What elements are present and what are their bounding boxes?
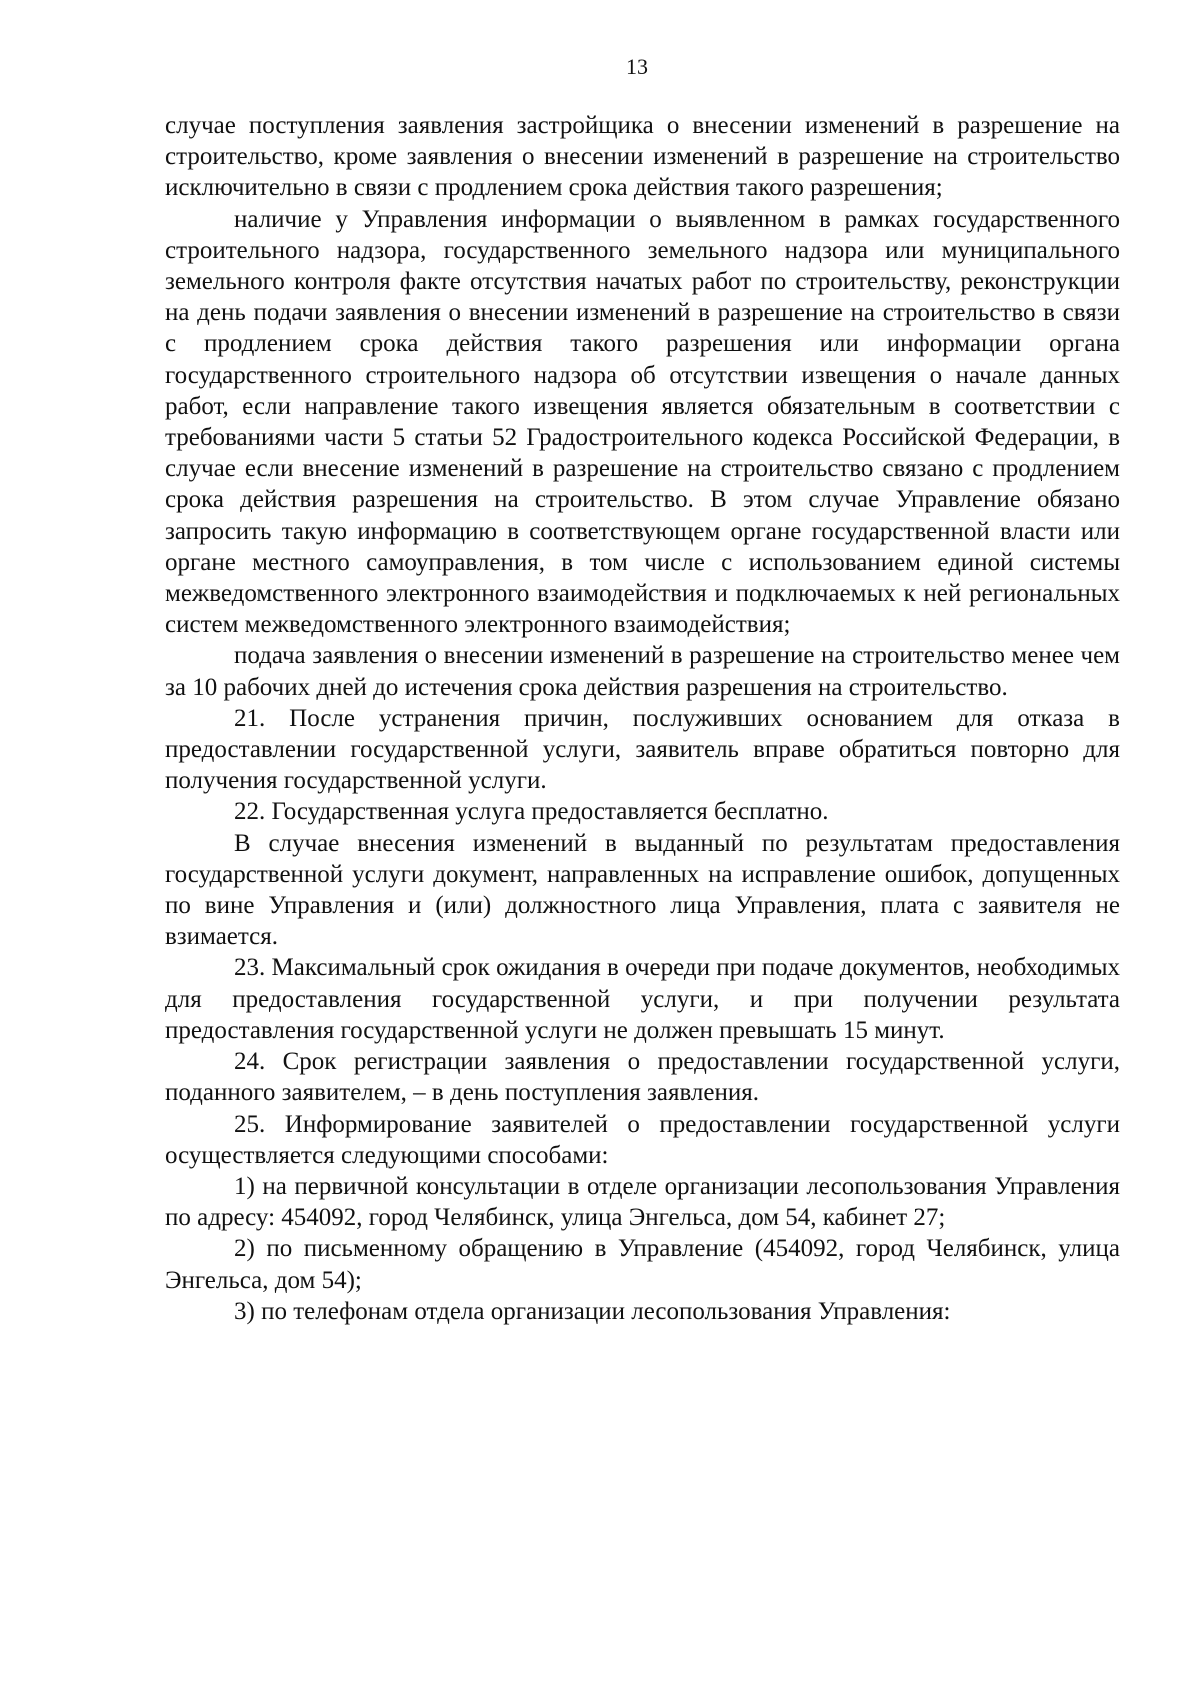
paragraph: 2) по письменному обращению в Управление (454092, город Челябинск, улица Энгельса, дом 54); (165, 1235, 1120, 1294)
paragraph: В случае внесения изменений в выданный по результатам предоставления государственной услуги документ, направленных на исправление ошибок, допущенных по вине Управления и (или) должностного лица Управления, плата с заявителя не взимается. (165, 829, 1120, 951)
paragraph: наличие у Управления информации о выявленном в рамках государственного строительного надзора, государственного земельного надзора или муниципального земельного контроля факте отсутствия начатых работ по строительству, реконструкции на день подачи заявления о внесении изменений в разрешение на строительство в связи с продлением срока действия такого разрешения или информации органа государственного строительного надзора об отсутствии извещения о начале данных работ, если направление такого извещения является обязательным в соответствии с требованиями части 5 статьи 52 Градостроительного кодекса Российской Федерации, в случае если внесение изменений в разрешение на строительство связано с продлением срока действия разрешения на строительство. В этом случае Управление обязано запросить такую информацию в соответствующем органе государственной власти или органе местного самоуправления, в том числе с использованием единой системы межведомственного электронного взаимодействия и подключаемых к ней региональных систем межведомственного электронного взаимодействия; (165, 205, 1120, 639)
document-body (165, 110, 1120, 1327)
paragraph: подача заявления о внесении изменений в разрешение на строительство менее чем за 10 рабочих дней до истечения срока действия разрешения на строительство. (165, 642, 1120, 701)
paragraph: 22. Государственная услуга предоставляется бесплатно. (234, 798, 829, 826)
paragraph: 1) на первичной консультации в отделе организации лесопользования Управления по адресу: 454092, город Челябинск, улица Энгельса, дом 54, кабинет 27; (165, 1172, 1120, 1232)
page-number: 13 (626, 54, 648, 79)
paragraph: случае поступления заявления застройщика о внесении изменений в разрешение на строительство, кроме заявления о внесении изменений в разрешение на строительство исключительно в связи с продлением срока действия такого разрешения; (165, 112, 1120, 202)
paragraph: 21. После устранения причин, послуживших основанием для отказа в предоставлении государственной услуги, заявитель вправе обратиться повторно для получения государственной услуги. (165, 704, 1120, 795)
paragraph: 25. Информирование заявителей о предоставлении государственной услуги осуществляется следующими способами: (165, 1110, 1120, 1169)
paragraph: 24. Срок регистрации заявления о предоставлении государственной услуги, поданного заявителем, – в день поступления заявления. (165, 1048, 1120, 1107)
paragraph: 23. Максимальный срок ожидания в очереди при подаче документов, необходимых для предоставления государственной услуги, и при получении результата предоставления государственной услуги не должен превышать 15 минут. (165, 954, 1120, 1044)
paragraph: 3) по телефонам отдела организации лесопользования Управления: (234, 1297, 951, 1325)
